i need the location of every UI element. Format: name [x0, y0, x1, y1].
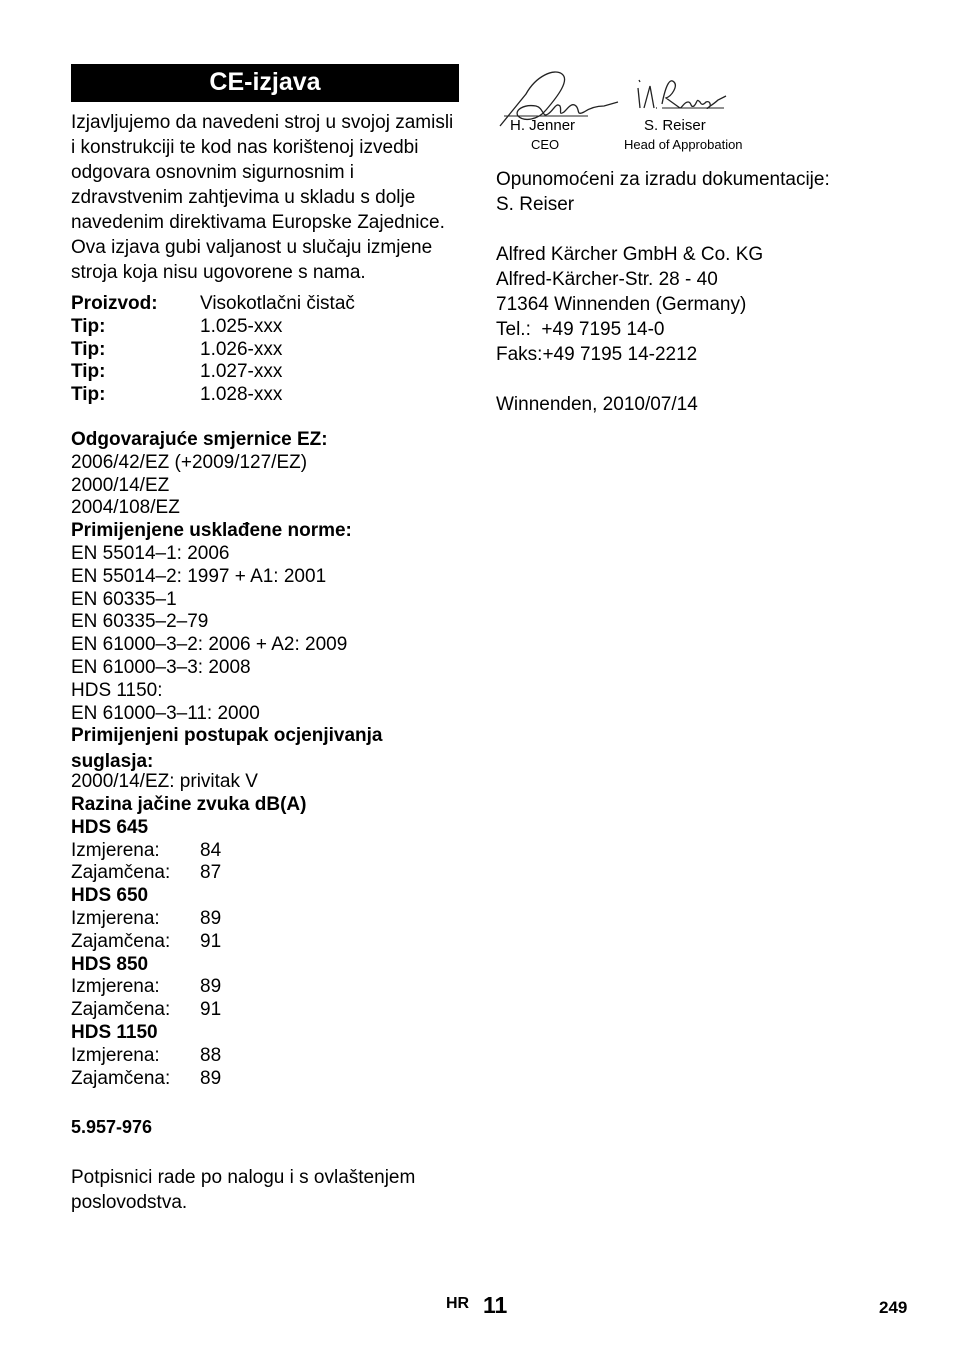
reiser-role: Head of Approbation	[624, 137, 743, 152]
type-value: 1.025-xxx	[200, 315, 283, 337]
signature-block	[496, 64, 916, 164]
sound-heading: Razina jačine zvuka dB(A)	[71, 793, 307, 815]
intro-paragraph: Izjavljujemo da navedeni stroj u svojoj zamisli i konstrukciji te kod nas korištenoj izvedbi odgovara osnovnim sigurnosnim i zdravstvenim zahtjevima u skladu s dolje navedenim direktivama Europske Zajednice. Ova izjava gubi valjanost u slučaju izmjene stroja koja nisu ugovorene s nama.	[71, 112, 454, 283]
type-row	[71, 384, 459, 407]
authorized-label: Opunomoćeni za izradu dokumentacije:	[496, 169, 830, 190]
type-key: Tip:	[71, 338, 106, 360]
type-row	[71, 316, 459, 339]
directive-item: 2006/42/EZ (+2009/127/EZ)	[71, 451, 308, 473]
measured-value: 84	[200, 839, 222, 861]
reiser-name: S. Reiser	[644, 117, 706, 134]
model-name: HDS 645	[71, 816, 149, 838]
type-value: 1.026-xxx	[200, 338, 283, 360]
signatories-note: Potpisnici rade po nalogu i s ovlaštenjem poslovodstva.	[71, 1167, 416, 1214]
procedure-heading: Primijenjeni postupak ocjenjivanja	[71, 725, 383, 747]
procedure-heading-cont: suglasja:	[71, 751, 154, 773]
product-value: Visokotlačni čistač	[200, 293, 355, 314]
guaranteed-label: Zajamčena:	[71, 862, 171, 884]
guaranteed-label: Zajamčena:	[71, 1067, 171, 1089]
footer-language: HR	[446, 1295, 470, 1312]
type-row	[71, 361, 459, 384]
page-title: CE-izjava	[71, 64, 459, 102]
authorized-section	[496, 167, 916, 417]
measured-label: Izmjerena:	[71, 1044, 160, 1066]
guaranteed-value: 91	[200, 999, 222, 1021]
measured-value: 88	[200, 1044, 222, 1066]
company-street: Alfred-Kärcher-Str. 28 - 40	[496, 269, 718, 290]
guaranteed-value: 91	[200, 930, 222, 952]
guaranteed-label: Zajamčena:	[71, 930, 171, 952]
directive-item: 2000/14/EZ	[71, 474, 170, 496]
norms-heading: Primijenjene usklađene norme:	[71, 520, 352, 542]
measured-label: Izmjerena:	[71, 839, 160, 861]
right-column	[496, 64, 916, 417]
measured-value: 89	[200, 907, 222, 929]
type-key: Tip:	[71, 361, 106, 383]
jenner-role: CEO	[531, 137, 560, 152]
directives-section	[71, 429, 459, 1090]
product-table	[71, 293, 459, 407]
sound-model	[71, 1022, 459, 1090]
norm-item: EN 55014–1: 2006	[71, 542, 230, 564]
directive-item: 2004/108/EZ	[71, 497, 180, 519]
footer-page: 11	[483, 1292, 508, 1318]
company-city: 71364 Winnenden (Germany)	[496, 294, 747, 315]
jenner-name: H. Jenner	[510, 117, 576, 134]
type-key: Tip:	[71, 315, 106, 337]
reiser-signature-icon	[636, 74, 728, 118]
place-date: Winnenden, 2010/07/14	[496, 394, 698, 415]
document-number: 5.957-976	[71, 1117, 153, 1138]
company-tel: Tel.: +49 7195 14-0	[496, 319, 665, 340]
type-row	[71, 339, 459, 362]
company-name: Alfred Kärcher GmbH & Co. KG	[496, 244, 764, 265]
model-name: HDS 850	[71, 953, 149, 975]
guaranteed-value: 89	[200, 1067, 222, 1089]
type-value: 1.028-xxx	[200, 384, 283, 406]
footer-page-number: 249	[879, 1298, 908, 1317]
measured-value: 89	[200, 976, 222, 998]
model-name: HDS 650	[71, 885, 149, 907]
norm-item: EN 60335–1	[71, 588, 177, 610]
guaranteed-value: 87	[200, 862, 222, 884]
sound-model	[71, 954, 459, 1022]
authorized-person: S. Reiser	[496, 194, 575, 215]
left-column	[71, 64, 459, 1215]
measured-label: Izmjerena:	[71, 976, 160, 998]
product-key: Proizvod:	[71, 293, 158, 314]
norm-item: EN 61000–3–11: 2000	[71, 702, 260, 724]
type-value: 1.027-xxx	[200, 361, 283, 383]
procedure-value: 2000/14/EZ: privitak V	[71, 771, 258, 793]
sound-model	[71, 817, 459, 885]
norm-item: EN 61000–3–3: 2008	[71, 656, 251, 678]
directives-heading: Odgovarajuće smjernice EZ:	[71, 428, 328, 450]
product-row	[71, 293, 459, 316]
measured-label: Izmjerena:	[71, 907, 160, 929]
sound-model	[71, 885, 459, 953]
norm-item: EN 60335–2–79	[71, 611, 209, 633]
guaranteed-label: Zajamčena:	[71, 999, 171, 1021]
norm-item: HDS 1150:	[71, 679, 163, 701]
norm-item: EN 61000–3–2: 2006 + A2: 2009	[71, 634, 348, 656]
company-fax: Faks:+49 7195 14-2212	[496, 344, 698, 365]
type-key: Tip:	[71, 384, 106, 406]
model-name: HDS 1150	[71, 1021, 158, 1043]
norm-item: EN 55014–2: 1997 + A1: 2001	[71, 565, 327, 587]
